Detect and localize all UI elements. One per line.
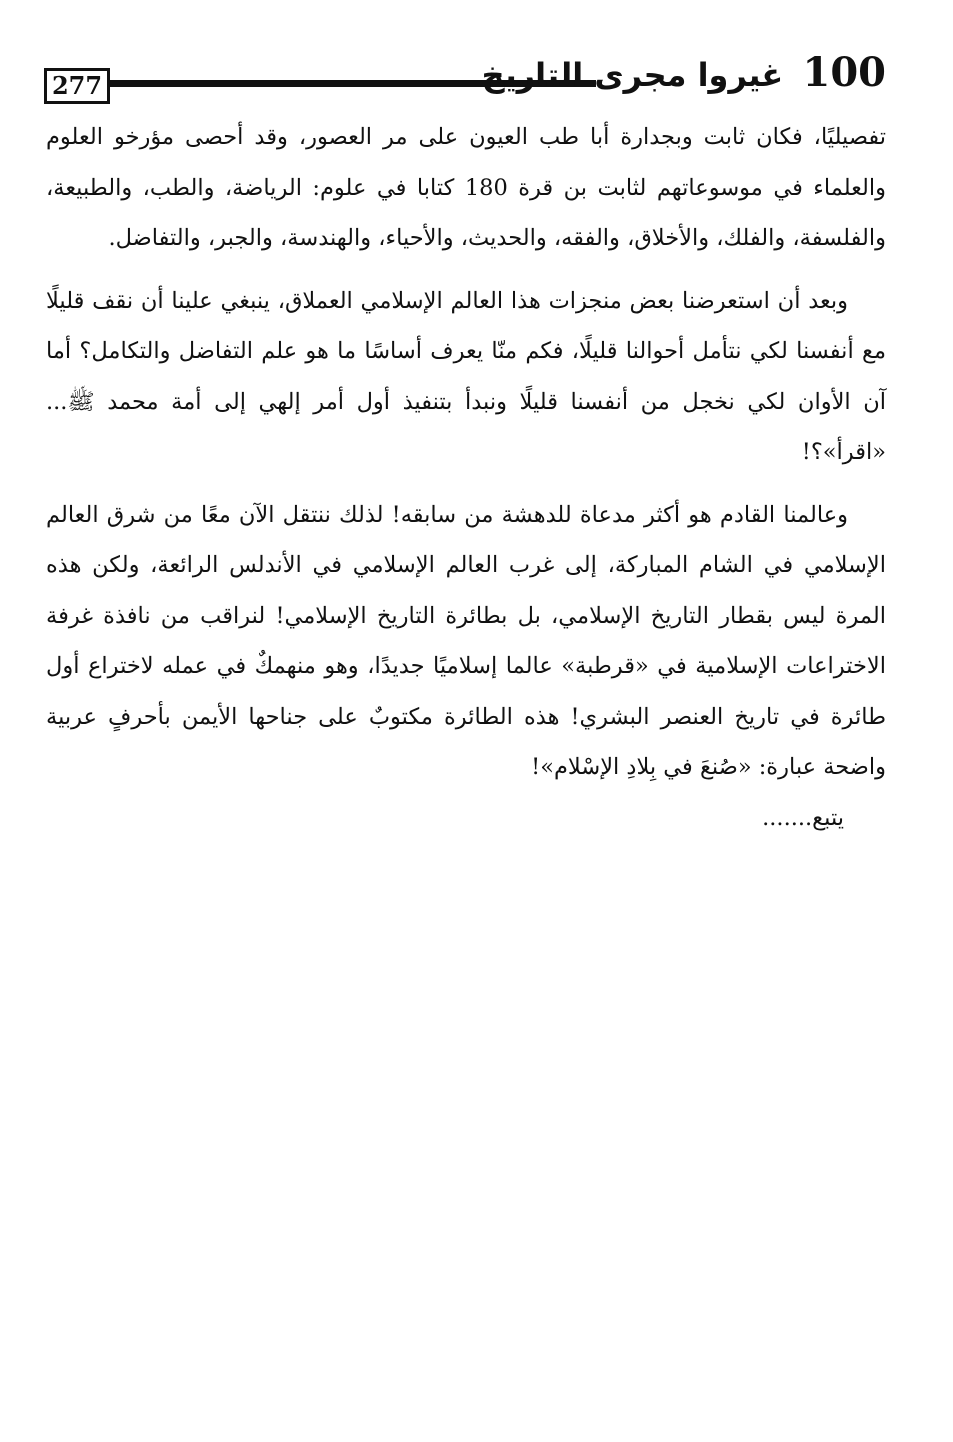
page-header: [44, 48, 886, 108]
paragraph-1: تفصيليًا، فكان ثابت وبجدارة أبا طب العيون على مر العصور، وقد أحصى مؤرخو العلوم والعلماء في موسوعاتهم لثابت بن قرة 180 كتابا في علوم: الرياضة، والطب، والطبيعة، والفلسفة، والفلك، والأخلاق، والفقه، والحديث، والأحياء، والهندسة، والجبر، والتفاضل.: [46, 124, 887, 251]
book-title: [482, 48, 886, 100]
book-title-number: 100: [802, 49, 886, 96]
continued-note: يتبع.......: [762, 804, 844, 831]
book-title-text: غيروا مجرى التاريخ: [481, 56, 784, 94]
paragraph-3: وعالمنا القادم هو أكثر مدعاة للدهشة من سابقه! لذلك ننتقل الآن معًا من شرق العالم الإسلامي في الشام المباركة، إلى غرب العالم الإسلامي في الأندلس الرائعة، ولكن هذه المرة ليس بقطار التاريخ الإسلامي، بل بطائرة التاريخ الإسلامي! لنراقب من نافذة غرفة الاختراعات الإسلامية في «قرطبة» عالما إسلاميًا جديدًا، وهو منهمكٌ في عمله لاختراع أول طائرة في تاريخ العنصر البشري! هذه الطائرة مكتوبٌ على جناحها الأيمن بأحرفٍ عربية واضحة عبارة: «صُنعَ في بِلادِ الإسْلام»!: [46, 501, 886, 780]
paragraph-2: وبعد أن استعرضنا بعض منجزات هذا العالم الإسلامي العملاق، ينبغي علينا أن نقف قليلًا مع أنفسنا لكي نتأمل أحوالنا قليلًا، فكم منّا يعرف أساسًا ما هو علم التفاضل والتكامل؟ أما آن الأوان لكي نخجل من أنفسنا قليلًا ونبدأ بتنفيذ أول أمر إلهي إلى أمة محمد ﷺ... «اقرأ»؟!: [46, 287, 886, 465]
page-number: 277: [44, 68, 110, 104]
body-text: [46, 112, 886, 843]
